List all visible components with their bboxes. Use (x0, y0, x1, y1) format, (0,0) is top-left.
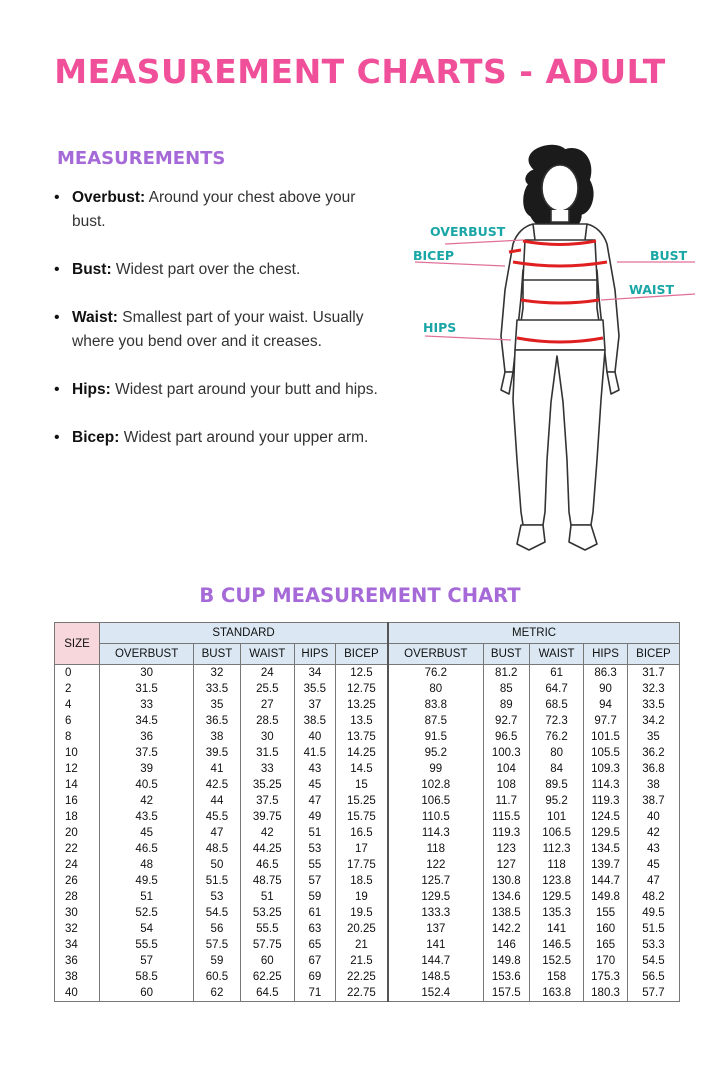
table-cell: 43 (294, 761, 335, 777)
table-cell: 170 (584, 953, 628, 969)
table-cell: 152.4 (388, 985, 483, 1002)
table-cell: 12.5 (335, 665, 388, 682)
table-cell: 43.5 (100, 809, 194, 825)
column-header: BICEP (627, 644, 679, 665)
size-cell: 10 (55, 745, 100, 761)
definition-text: Widest part around your butt and hips. (115, 381, 378, 398)
size-cell: 20 (55, 825, 100, 841)
table-cell: 138.5 (483, 905, 529, 921)
table-cell: 45 (627, 857, 679, 873)
table-cell: 110.5 (388, 809, 483, 825)
table-cell: 13.5 (335, 713, 388, 729)
table-cell: 20.25 (335, 921, 388, 937)
table-cell: 64.5 (240, 985, 294, 1002)
table-cell: 85 (483, 681, 529, 697)
table-cell: 102.8 (388, 777, 483, 793)
table-cell: 27 (240, 697, 294, 713)
label-bicep: BICEP (413, 248, 455, 263)
table-cell: 36 (100, 729, 194, 745)
table-row (55, 841, 680, 857)
table-cell: 34 (294, 665, 335, 682)
table-cell: 101 (529, 809, 583, 825)
table-cell: 71 (294, 985, 335, 1002)
column-header: WAIST (529, 644, 583, 665)
table-row (55, 729, 680, 745)
table-cell: 42 (100, 793, 194, 809)
table-cell: 129.5 (529, 889, 583, 905)
table-cell: 52.5 (100, 905, 194, 921)
table-cell: 37.5 (100, 745, 194, 761)
body-measurement-figure (405, 140, 705, 560)
table-cell: 38 (627, 777, 679, 793)
table-cell: 94 (584, 697, 628, 713)
table-cell: 41.5 (294, 745, 335, 761)
table-cell: 13.25 (335, 697, 388, 713)
table-cell: 119.3 (483, 825, 529, 841)
group-header-standard: STANDARD (100, 623, 389, 644)
table-cell: 35.5 (294, 681, 335, 697)
table-cell: 60.5 (194, 969, 240, 985)
table-cell: 39.5 (194, 745, 240, 761)
table-cell: 51 (100, 889, 194, 905)
size-cell: 12 (55, 761, 100, 777)
table-cell: 42.5 (194, 777, 240, 793)
table-cell: 40.5 (100, 777, 194, 793)
definition-text: Smallest part of your waist. Usually where you bend over and it creases. (72, 309, 364, 350)
table-cell: 41 (194, 761, 240, 777)
table-row (55, 953, 680, 969)
table-cell: 54 (100, 921, 194, 937)
size-cell: 28 (55, 889, 100, 905)
table-cell: 89.5 (529, 777, 583, 793)
table-cell: 123 (483, 841, 529, 857)
size-cell: 34 (55, 937, 100, 953)
table-row (55, 985, 680, 1002)
definition-bust (50, 258, 380, 282)
table-cell: 108 (483, 777, 529, 793)
table-cell: 62.25 (240, 969, 294, 985)
table-cell: 101.5 (584, 729, 628, 745)
table-cell: 72.3 (529, 713, 583, 729)
definition-text: Widest part over the chest. (115, 261, 301, 278)
table-cell: 49.5 (100, 873, 194, 889)
table-cell: 90 (584, 681, 628, 697)
table-cell: 99 (388, 761, 483, 777)
label-bust: BUST (650, 248, 688, 263)
column-header: HIPS (294, 644, 335, 665)
table-cell: 31.5 (240, 745, 294, 761)
size-cell: 32 (55, 921, 100, 937)
size-cell: 30 (55, 905, 100, 921)
table-cell: 76.2 (529, 729, 583, 745)
table-cell: 129.5 (388, 889, 483, 905)
table-cell: 139.7 (584, 857, 628, 873)
table-cell: 50 (194, 857, 240, 873)
table-cell: 104 (483, 761, 529, 777)
table-cell: 31.5 (100, 681, 194, 697)
table-row (55, 921, 680, 937)
measurement-definitions (50, 186, 380, 450)
table-cell: 158 (529, 969, 583, 985)
table-cell: 163.8 (529, 985, 583, 1002)
table-cell: 51.5 (627, 921, 679, 937)
table-cell: 95.2 (529, 793, 583, 809)
table-cell: 149.8 (483, 953, 529, 969)
size-cell: 0 (55, 665, 100, 682)
table-cell: 80 (529, 745, 583, 761)
table-cell: 114.3 (388, 825, 483, 841)
table-cell: 51 (240, 889, 294, 905)
table-cell: 54.5 (627, 953, 679, 969)
table-cell: 57.7 (627, 985, 679, 1002)
table-cell: 46.5 (240, 857, 294, 873)
size-cell: 16 (55, 793, 100, 809)
table-cell: 47 (627, 873, 679, 889)
table-cell: 83.8 (388, 697, 483, 713)
definition-term: Hips: (72, 381, 111, 398)
table-cell: 144.7 (584, 873, 628, 889)
size-cell: 40 (55, 985, 100, 1002)
table-cell: 64.7 (529, 681, 583, 697)
table-cell: 43 (627, 841, 679, 857)
table-cell: 35 (194, 697, 240, 713)
group-header-metric: METRIC (388, 623, 679, 644)
table-cell: 119.3 (584, 793, 628, 809)
table-cell: 127 (483, 857, 529, 873)
table-cell: 54.5 (194, 905, 240, 921)
table-cell: 124.5 (584, 809, 628, 825)
table-cell: 32 (194, 665, 240, 682)
table-cell: 45.5 (194, 809, 240, 825)
table-cell: 65 (294, 937, 335, 953)
table-cell: 19.5 (335, 905, 388, 921)
table-row (55, 681, 680, 697)
table-row (55, 665, 680, 682)
table-cell: 175.3 (584, 969, 628, 985)
table-cell: 55.5 (240, 921, 294, 937)
column-header: OVERBUST (388, 644, 483, 665)
table-cell: 15.25 (335, 793, 388, 809)
size-cell: 26 (55, 873, 100, 889)
table-cell: 57.75 (240, 937, 294, 953)
table-cell: 49 (294, 809, 335, 825)
table-cell: 87.5 (388, 713, 483, 729)
size-cell: 38 (55, 969, 100, 985)
b-cup-measurement-table (54, 622, 680, 1002)
table-row (55, 857, 680, 873)
definition-text: Widest part around your upper arm. (123, 429, 369, 446)
table-cell: 149.8 (584, 889, 628, 905)
table-cell: 165 (584, 937, 628, 953)
table-cell: 60 (100, 985, 194, 1002)
size-cell: 36 (55, 953, 100, 969)
table-cell: 68.5 (529, 697, 583, 713)
table-cell: 13.75 (335, 729, 388, 745)
table-cell: 17 (335, 841, 388, 857)
table-cell: 81.2 (483, 665, 529, 682)
table-cell: 33.5 (627, 697, 679, 713)
column-header: BUST (194, 644, 240, 665)
table-cell: 146.5 (529, 937, 583, 953)
table-cell: 125.7 (388, 873, 483, 889)
table-cell: 15 (335, 777, 388, 793)
table-cell: 36.8 (627, 761, 679, 777)
table-cell: 106.5 (529, 825, 583, 841)
table-cell: 36.5 (194, 713, 240, 729)
definition-overbust (50, 186, 380, 234)
table-cell: 21 (335, 937, 388, 953)
table-row (55, 825, 680, 841)
table-cell: 144.7 (388, 953, 483, 969)
column-header: HIPS (584, 644, 628, 665)
table-cell: 100.3 (483, 745, 529, 761)
table-cell: 30 (240, 729, 294, 745)
table-cell: 47 (294, 793, 335, 809)
label-waist: WAIST (629, 282, 675, 297)
table-cell: 40 (627, 809, 679, 825)
table-cell: 55 (294, 857, 335, 873)
table-cell: 134.5 (584, 841, 628, 857)
table-cell: 48.2 (627, 889, 679, 905)
table-cell: 112.3 (529, 841, 583, 857)
definition-text: Around your chest above your bust. (72, 189, 356, 230)
table-cell: 60 (240, 953, 294, 969)
size-cell: 24 (55, 857, 100, 873)
table-cell: 15.75 (335, 809, 388, 825)
table-cell: 59 (294, 889, 335, 905)
table-cell: 155 (584, 905, 628, 921)
table-cell: 130.8 (483, 873, 529, 889)
table-cell: 46.5 (100, 841, 194, 857)
table-cell: 67 (294, 953, 335, 969)
table-cell: 44 (194, 793, 240, 809)
definition-term: Overbust: (72, 189, 146, 206)
table-cell: 84 (529, 761, 583, 777)
measurements-heading: MEASUREMENTS (57, 148, 226, 169)
table-row (55, 793, 680, 809)
table-cell: 55.5 (100, 937, 194, 953)
table-cell: 86.3 (584, 665, 628, 682)
column-header: OVERBUST (100, 644, 194, 665)
table-cell: 57 (294, 873, 335, 889)
size-cell: 2 (55, 681, 100, 697)
table-cell: 51.5 (194, 873, 240, 889)
table-cell: 28.5 (240, 713, 294, 729)
table-cell: 35.25 (240, 777, 294, 793)
table-cell: 69 (294, 969, 335, 985)
definition-term: Bust: (72, 261, 112, 278)
table-cell: 39.75 (240, 809, 294, 825)
table-cell: 49.5 (627, 905, 679, 921)
table-cell: 38 (194, 729, 240, 745)
table-cell: 48.5 (194, 841, 240, 857)
definition-bicep (50, 426, 380, 450)
column-header: WAIST (240, 644, 294, 665)
table-cell: 153.6 (483, 969, 529, 985)
table-cell: 146 (483, 937, 529, 953)
table-cell: 11.7 (483, 793, 529, 809)
column-header-size: SIZE (55, 623, 100, 665)
table-cell: 152.5 (529, 953, 583, 969)
table-cell: 53.3 (627, 937, 679, 953)
table-cell: 115.5 (483, 809, 529, 825)
label-hips: HIPS (423, 320, 457, 335)
table-cell: 45 (100, 825, 194, 841)
chart-heading: B CUP MEASUREMENT CHART (199, 584, 521, 607)
table-cell: 40 (294, 729, 335, 745)
table-cell: 180.3 (584, 985, 628, 1002)
table-cell: 89 (483, 697, 529, 713)
table-cell: 38.5 (294, 713, 335, 729)
column-header: BICEP (335, 644, 388, 665)
table-cell: 48.75 (240, 873, 294, 889)
table-cell: 118 (388, 841, 483, 857)
table-cell: 18.5 (335, 873, 388, 889)
table-cell: 53 (294, 841, 335, 857)
table-cell: 59 (194, 953, 240, 969)
table-cell: 25.5 (240, 681, 294, 697)
table-body (55, 665, 680, 1002)
table-cell: 22.75 (335, 985, 388, 1002)
table-cell: 37.5 (240, 793, 294, 809)
table-cell: 42 (240, 825, 294, 841)
table-cell: 91.5 (388, 729, 483, 745)
table-cell: 51 (294, 825, 335, 841)
table-row (55, 905, 680, 921)
table-cell: 57.5 (194, 937, 240, 953)
table-cell: 32.3 (627, 681, 679, 697)
table-cell: 38.7 (627, 793, 679, 809)
definition-waist (50, 306, 380, 354)
table-cell: 44.25 (240, 841, 294, 857)
table-cell: 62 (194, 985, 240, 1002)
definition-term: Bicep: (72, 429, 120, 446)
table-cell: 48 (100, 857, 194, 873)
table-cell: 19 (335, 889, 388, 905)
column-header: BUST (483, 644, 529, 665)
table-cell: 33 (240, 761, 294, 777)
definition-hips (50, 378, 380, 402)
table-cell: 42 (627, 825, 679, 841)
table-cell: 22.25 (335, 969, 388, 985)
table-cell: 34.2 (627, 713, 679, 729)
size-cell: 4 (55, 697, 100, 713)
table-cell: 56.5 (627, 969, 679, 985)
table-cell: 45 (294, 777, 335, 793)
table-cell: 35 (627, 729, 679, 745)
table-cell: 56 (194, 921, 240, 937)
table-cell: 122 (388, 857, 483, 873)
table-cell: 31.7 (627, 665, 679, 682)
table-cell: 14.25 (335, 745, 388, 761)
table-cell: 63 (294, 921, 335, 937)
table-cell: 21.5 (335, 953, 388, 969)
size-cell: 8 (55, 729, 100, 745)
table-cell: 106.5 (388, 793, 483, 809)
table-row (55, 777, 680, 793)
table-cell: 137 (388, 921, 483, 937)
table-cell: 58.5 (100, 969, 194, 985)
table-cell: 34.5 (100, 713, 194, 729)
table-cell: 96.5 (483, 729, 529, 745)
table-row (55, 873, 680, 889)
table-cell: 157.5 (483, 985, 529, 1002)
table-cell: 47 (194, 825, 240, 841)
table-cell: 12.75 (335, 681, 388, 697)
table-cell: 95.2 (388, 745, 483, 761)
table-row (55, 889, 680, 905)
table-cell: 33 (100, 697, 194, 713)
table-cell: 36.2 (627, 745, 679, 761)
table-cell: 118 (529, 857, 583, 873)
table-cell: 142.2 (483, 921, 529, 937)
table-cell: 16.5 (335, 825, 388, 841)
table-cell: 92.7 (483, 713, 529, 729)
table-cell: 141 (388, 937, 483, 953)
table-cell: 160 (584, 921, 628, 937)
table-cell: 97.7 (584, 713, 628, 729)
size-cell: 22 (55, 841, 100, 857)
table-cell: 57 (100, 953, 194, 969)
table-cell: 148.5 (388, 969, 483, 985)
table-cell: 135.3 (529, 905, 583, 921)
page-title: MEASUREMENT CHARTS - ADULT (54, 52, 666, 91)
table-row (55, 697, 680, 713)
table-cell: 133.3 (388, 905, 483, 921)
size-cell: 18 (55, 809, 100, 825)
table-row (55, 745, 680, 761)
table-cell: 24 (240, 665, 294, 682)
table-cell: 114.3 (584, 777, 628, 793)
table-cell: 14.5 (335, 761, 388, 777)
table-row (55, 713, 680, 729)
table-cell: 30 (100, 665, 194, 682)
size-cell: 6 (55, 713, 100, 729)
table-cell: 39 (100, 761, 194, 777)
table-cell: 134.6 (483, 889, 529, 905)
table-cell: 80 (388, 681, 483, 697)
table-cell: 123.8 (529, 873, 583, 889)
table-cell: 33.5 (194, 681, 240, 697)
table-cell: 53 (194, 889, 240, 905)
label-overbust: OVERBUST (430, 224, 506, 239)
table-row (55, 937, 680, 953)
body-illustration (405, 140, 705, 560)
definition-term: Waist: (72, 309, 118, 326)
table-cell: 105.5 (584, 745, 628, 761)
table-row (55, 969, 680, 985)
table-cell: 61 (294, 905, 335, 921)
table-row (55, 809, 680, 825)
table-row (55, 761, 680, 777)
table-cell: 109.3 (584, 761, 628, 777)
table-cell: 141 (529, 921, 583, 937)
size-cell: 14 (55, 777, 100, 793)
table-cell: 129.5 (584, 825, 628, 841)
table-cell: 37 (294, 697, 335, 713)
table-cell: 53.25 (240, 905, 294, 921)
table-cell: 17.75 (335, 857, 388, 873)
table-cell: 61 (529, 665, 583, 682)
table-cell: 76.2 (388, 665, 483, 682)
